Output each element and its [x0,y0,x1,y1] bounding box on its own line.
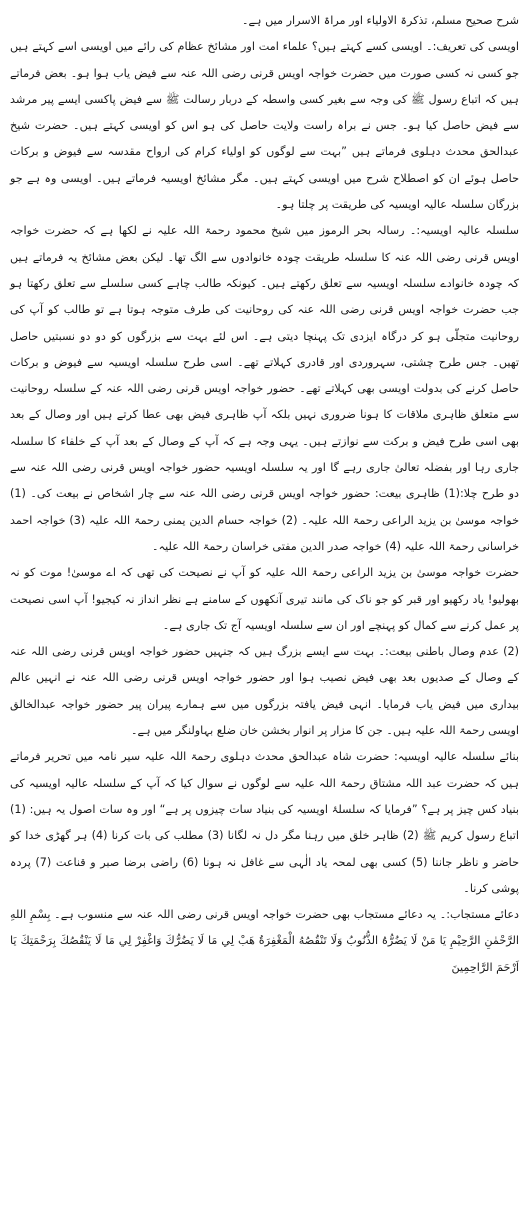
silsila-owaisia-paragraph: سلسلہ عالیہ اویسیہ:۔ رسالہ بحر الرموز میں شیخ محمود رحمۃ اللہ علیہ نے لکھا ہے کہ حضرت خواجہ اویس قرنی رضی اللہ عنہ کا سلسلہ طریقت چودہ خانوادوں سے الگ تھا۔ لیکن بعض مشائخ یہ فرماتے ہیں کہ چودہ خانوادے سلسلہ اویسیہ سے تعلق رکھتے ہیں۔ کیونکہ طالب چاہے کسی سلسلے سے تعلق رکھتا ہو جب حضرت خواجہ اویس قرنی رضی اللہ عنہ کی روحانیت کی طرف متوجہ ہوتا ہے تو طالب کو آپ کی روحانیت متجلّی ہو کر درگاہ ایزدی تک پہنچا دیتی ہے۔ اس لئے بہت سے بزرگوں کو دو دو نسبتیں حاصل تھیں۔ جس طرح چشتی، سہروردی اور قادری کہلاتے تھے۔ اسی طرح سلسلہ اویسیہ سے فیوض و برکات حاصل کرنے کی بدولت اویسی بھی کہلاتے تھے۔ حضور خواجہ اویس قرنی رضی اللہ عنہ کے سلسلہ روحانیت سے متعلق ظاہری ملاقات کا ہونا ضروری نہیں بلکہ آپ ظاہری فیض بھی عطا کرتے ہیں اور وصال کے بعد بھی اسی طرح فیض و برکت سے نوازتے ہیں۔ یہی وجہ ہے کہ آپ کے وصال کے بعد آپ کے خلفاء کا سلسلہ جاری رہا اور بفضلہ تعالیٰ جاری رہے گا اور یہ سلسلہ اویسیہ حضور خواجہ اویس قرنی رضی اللہ عنہ سے دو طرح چلا:(1) ظاہری بیعت: حضور خواجہ اویس قرنی رضی اللہ عنہ سے چار اشخاص نے بیعت کی۔ (1) خواجہ موسیٰ بن یزید الراعی رحمۃ اللہ علیہ۔ (2) خواجہ حسام الدین یمنی رحمۃ اللہ علیہ (3) خواجہ احمد خراسانی رحمۃ اللہ علیہ (4) خواجہ صدر الدین مفتی خراسان رحمۃ اللہ علیہ۔ [10,224,519,553]
dua-mustajab-paragraph: دعائے مستجاب:۔ یہ دعائے مستجاب بھی حضرت خواجہ اویس قرنی رضی اللہ عنہ سے منسوب ہے۔ بِسْمِ اللهِ الرَّحْمٰنِ الرَّحِيْمِ يَا مَنْ لَا يَضُرُّهُ الذُّنُوبُ وَلَا تَنْقُصُهُ الْمَغْفِرَةُ هَبْ لِي مَا لَا يَضُرُّكَ وَاغْفِرْ لِي مَا لَا يَنْقُصُكَ بِرَحْمَتِكَ يَا اَرْحَمَ الرَّاحِمِينَ [10,908,519,974]
intro-paragraph: شرح صحیح مسلم، تذکرۃ الاولیاء اور مراۃ الاسرار میں ہے۔ [241,14,519,27]
batini-bait-paragraph: (2) عدم وصال باطنی بیعت:۔ بہت سے ایسے بزرگ ہیں کہ جنہیں حضور خواجہ اویس قرنی رضی اللہ عنہ کے وصال کے صدیوں بعد بھی فیض نصیب ہوا اور حضور خواجہ اویس قرنی رضی اللہ عنہ نے انہیں عالم بیداری میں فیض یاب فرمایا۔ انہی فیض یافتہ بزرگوں میں سے ہمارے پیران پیر حضور خواجہ عبدالخالق اویسی رحمۃ اللہ علیہ ہیں۔ جن کا مزار پر انوار بخشن خان ضلع بہاولنگر میں ہے۔ [10,645,519,738]
foundation-principles-paragraph: بنائے سلسلہ عالیہ اویسیہ: حضرت شاہ عبدالحق محدث دہلوی رحمۃ اللہ علیہ سیر نامہ میں تحریر فرماتے ہیں کہ حضرت عبد اللہ مشتاق رحمۃ اللہ علیہ سے لوگوں نے سوال کیا کہ آپ کے سلسلہ عالیہ اویسیہ کی بنیاد کس چیز پر ہے؟ ”فرمایا کہ سلسلۂ اویسیہ کی بنیاد سات چیزوں پر ہے“ اور وہ سات اصول یہ ہیں: (1) اتباع رسول کریم ﷺ (2) ظاہر خلق میں رہنا مگر دل نہ لگانا (3) مطلب کی بات کرنا (4) ہر گھڑی خدا کو حاضر و ناظر جاننا (5) کسی بھی لمحہ یاد الٰہی سے غافل نہ ہونا (6) راضی برضا صبر و قناعت (7) پردہ پوشی کرنا۔ [10,750,520,895]
owaisi-definition-paragraph: اویسی کی تعریف:۔ اویسی کسے کہتے ہیں؟ علماء امت اور مشائخ عظام کی رائے میں اویسی اسے کہتے ہیں جو کسی نہ کسی صورت میں حضرت خواجہ اویس قرنی رضی اللہ عنہ سے فیض یاب ہوا ہو۔ بعض فرماتے ہیں کہ اتباع رسول ﷺ کی وجہ سے بغیر کسی واسطہ کے دربار رسالت ﷺ سے فیض پاکسی ایسے پیر مرشد سے فیض حاصل کیا ہو۔ جس نے براہ راست ولایت حاصل کی ہو اس کو اویسی کہتے ہیں۔ حضرت شیخ عبدالحق محدث دہلوی فرماتے ہیں ”بہت سے لوگوں کو اولیاء کرام کی ارواح مقدسہ سے فیوض و برکات حاصل ہوئے ان کو اصطلاح شرح میں اویسی کہتے ہیں۔ مگر مشائخ اویسیہ فرماتے ہیں۔ اویسی وہ ہے جو بزرگان سلسلہ عالیہ اویسیہ کی طریقت پر چلتا ہو۔ [10,40,519,212]
khwaja-musa-paragraph: حضرت خواجہ موسیٰ بن یزید الراعی رحمۃ اللہ علیہ کو آپ نے نصیحت کی تھی کہ اے موسیٰ! موت کو نہ بھولیو! یاد رکھیو اور قبر کو جو ناک کی مانند تیری آنکھوں کے سامنے ہے نظر انداز نہ کیجیو! آپ اسی نصیحت پر عمل کرنے سے کمال کو پہنچے اور ان سے سلسلہ اویسیہ آج تک جاری ہے۔ [10,566,519,632]
